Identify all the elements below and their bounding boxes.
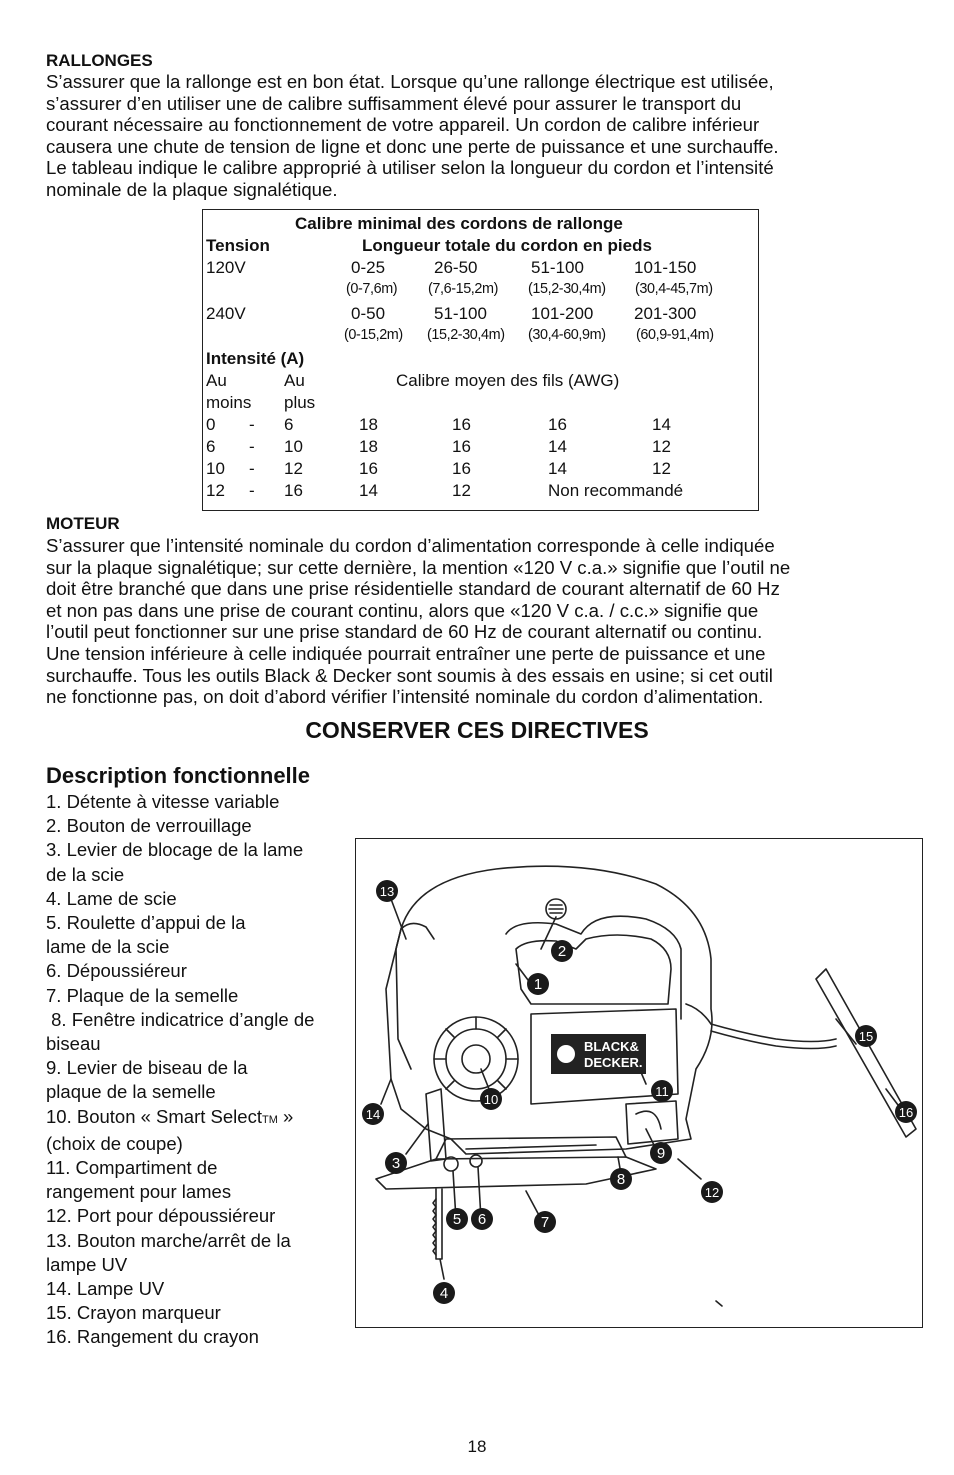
row-to: 12 (284, 459, 303, 478)
leader-line (440, 1259, 444, 1279)
brand-text-1: BLACK& (584, 1039, 639, 1054)
intensite-label: Intensité (A) (206, 349, 305, 368)
dial-center (462, 1045, 490, 1073)
callout-label: 1 (533, 976, 543, 993)
cord-guard (686, 1004, 711, 1024)
range-cell: 201-300 (634, 304, 697, 323)
list-item: 6. Dépoussiéreur (46, 960, 187, 982)
moteur-line: Une tension inférieure à celle indiquée pourrait entraîner une perte de puissance et une (46, 642, 766, 664)
gauge-cell: 12 (452, 481, 471, 500)
calibre-label: Calibre moyen des fils (AWG) (396, 371, 620, 390)
row-dash: - (249, 437, 255, 456)
list-item: 5. Roulette d’appui de la (46, 912, 246, 934)
gauge-cell: 16 (548, 415, 567, 434)
moins-label: moins (206, 393, 252, 412)
row-from: 10 (206, 459, 225, 478)
list-item: biseau (46, 1033, 101, 1055)
shoe-upper (436, 1137, 626, 1159)
description-title: Description fonctionnelle (46, 763, 311, 788)
moteur-line: l’outil peut fonctionner sur une prise standard de 60 Hz de courant alternatif ou continu. (46, 621, 763, 643)
callout-label: 12 (704, 1185, 720, 1200)
gauge-cell: 16 (452, 459, 471, 478)
au-label: Au (284, 371, 305, 390)
metric-cell: (60,9-91,4m) (636, 327, 714, 343)
gauge-cell: 14 (548, 437, 567, 456)
rallonges-line: s’assurer d’en utiliser une de calibre suffisamment élevé pour assurer le transport du (46, 92, 742, 114)
plus-label: plus (284, 393, 316, 412)
list-item: 12. Port pour dépoussiéreur (46, 1205, 276, 1227)
metric-cell: (0-7,6m) (346, 281, 398, 297)
gauge-cell: 14 (652, 415, 671, 434)
list-item: lame de la scie (46, 936, 170, 958)
callout-label: 8 (616, 1171, 626, 1188)
list-item-suffix: » (277, 1105, 294, 1127)
rallonges-line: causera une chute de tension de ligne et donc une perte de puissance et une surchauffe. (46, 135, 779, 157)
row-dash: - (249, 459, 255, 478)
list-item: 4. Lame de scie (46, 887, 177, 909)
dial-inner (446, 1029, 506, 1089)
dust-blower (470, 1155, 482, 1167)
list-item: de la scie (46, 863, 125, 885)
moteur-line: S’assurer que l’intensité nominale du cordon d’alimentation corresponde à celle indiquée (46, 535, 775, 556)
range-cell: 0-50 (351, 304, 386, 323)
au-label: Au (206, 371, 227, 390)
table-title: Calibre minimal des cordons de rallonge (295, 214, 623, 233)
gauge-cell: 14 (548, 459, 567, 478)
page-number: 18 (467, 1437, 487, 1456)
longueur-label: Longueur totale du cordon en pieds (362, 236, 652, 255)
row-from: 0 (206, 415, 216, 434)
callout-label: 2 (557, 943, 567, 960)
callout-label: 15 (858, 1029, 874, 1044)
rallonges-line: Le tableau indique le calibre approprié à utiliser selon la longueur du cordon et l’intensité (46, 157, 774, 179)
rallonges-heading: RALLONGES (46, 51, 153, 70)
tension-label: Tension (206, 236, 270, 255)
list-item: 14. Lampe UV (46, 1278, 165, 1300)
moteur-line: sur la plaque signalétique; sur cette dernière, la mention «120 V c.a.» signifie que l’outil ne (46, 556, 791, 578)
gauge-cell: 18 (359, 415, 378, 434)
callout-label: 14 (365, 1107, 381, 1122)
list-item: 16. Rangement du crayon (46, 1326, 259, 1348)
callout-label: 9 (656, 1145, 666, 1162)
gauge-cell: 16 (452, 437, 471, 456)
brand-text-2: DECKER. (584, 1055, 643, 1070)
range-cell: 51-100 (531, 258, 584, 277)
metric-cell: (30,4-60,9m) (528, 327, 606, 343)
callout-label: 4 (439, 1285, 449, 1302)
row-to: 10 (284, 437, 303, 456)
list-item: plaque de la semelle (46, 1081, 216, 1103)
gauge-cell: 12 (652, 437, 671, 456)
moteur-line: doit être branché que dans une prise résidentielle standard de courant alternatif de 60 Hz (46, 578, 780, 600)
rallonges-line: courant nécessaire au fonctionnement de votre appareil. Un cordon de calibre inférieur (46, 114, 760, 136)
saw-blade (436, 1189, 442, 1259)
list-item: 7. Plaque de la semelle (46, 984, 239, 1006)
range-cell: 51-100 (434, 304, 487, 323)
list-item: 9. Levier de biseau de la (46, 1057, 248, 1079)
list-item: 3. Levier de blocage de la lame (46, 839, 304, 861)
blade-clamp (426, 1089, 446, 1161)
row-to: 6 (284, 415, 294, 434)
leader-line (381, 1079, 391, 1104)
vent-lines (549, 905, 563, 913)
bevel-lever (636, 1111, 661, 1129)
parts-list (46, 790, 314, 1350)
range-cell: 0-25 (351, 258, 386, 277)
rallonges-line: S’assurer que la rallonge est en bon état. Lorsque qu’une rallonge électrique est utilisée, (46, 71, 774, 92)
power-cord (711, 1024, 836, 1042)
leader-line (391, 899, 406, 939)
extension-cord-table (202, 209, 759, 511)
list-item-text: 10. Bouton « Smart Select (46, 1105, 262, 1127)
gauge-cell: 16 (452, 415, 471, 434)
list-item (46, 1105, 314, 1132)
metric-cell: (7,6-15,2m) (428, 281, 498, 297)
callout-label: 7 (540, 1214, 550, 1231)
moteur-line: surchauffe. Tous les outils Black & Decker sont soumis à des essais en usine; si cet outil (46, 664, 773, 686)
list-item: 2. Bouton de verrouillage (46, 815, 252, 837)
list-item: 15. Crayon marqueur (46, 1302, 221, 1324)
scale-line (466, 1145, 596, 1149)
voltage-120: 120V (206, 258, 246, 277)
row-dash: - (249, 481, 255, 500)
rallonges-paragraph (46, 71, 779, 201)
list-item: 11. Compartiment de (46, 1157, 218, 1179)
list-item: rangement pour lames (46, 1181, 232, 1203)
moteur-line: et non pas dans une prise de courant continu, alors que «120 V c.a. / c.c.» signifie que (46, 599, 759, 621)
moteur-heading: MOTEUR (46, 514, 120, 533)
gauge-cell: 18 (359, 437, 378, 456)
range-cell: 101-200 (531, 304, 594, 323)
gauge-cell: Non recommandé (548, 481, 684, 500)
callout-label: 3 (391, 1155, 401, 1172)
gauge-cell: 12 (652, 459, 671, 478)
metric-cell: (30,4-45,7m) (635, 281, 713, 297)
jigsaw-figure (355, 838, 923, 1328)
brand-logo (557, 1045, 575, 1063)
voltage-240: 240V (206, 304, 246, 323)
gauge-cell: 14 (359, 481, 378, 500)
list-item: 8. Fenêtre indicatrice d’angle de (46, 1008, 315, 1030)
gauge-cell: 16 (359, 459, 378, 478)
leader-line (836, 1019, 856, 1044)
blade-storage (626, 1101, 678, 1144)
list-item: 13. Bouton marche/arrêt de la (46, 1229, 291, 1251)
moteur-line: ne fonctionne pas, on doit d’abord vérifier l’intensité nominale du cordon d’alimentation. (46, 686, 764, 708)
save-directives-title: CONSERVER CES DIRECTIVES (305, 717, 649, 743)
callout-label: 16 (898, 1105, 914, 1120)
list-item: (choix de coupe) (46, 1132, 183, 1154)
row-from: 6 (206, 437, 216, 456)
row-to: 16 (284, 481, 303, 500)
row-from: 12 (206, 481, 225, 500)
callout-label: 6 (477, 1211, 487, 1228)
leader-line (678, 1159, 701, 1179)
list-item: 1. Détente à vitesse variable (46, 791, 280, 812)
nose-outline (396, 929, 411, 1069)
callout-label: 5 (452, 1211, 462, 1228)
metric-cell: (15,2-30,4m) (427, 327, 505, 343)
moteur-paragraph (46, 535, 790, 708)
rallonges-line: nominale de la plaque signalétique. (46, 178, 338, 200)
power-cord-edge (711, 1031, 836, 1049)
metric-cell: (0-15,2m) (344, 327, 403, 343)
range-cell: 26-50 (434, 258, 478, 277)
list-item: lampe UV (46, 1253, 128, 1275)
callout-label: 13 (379, 884, 395, 899)
callout-label: 10 (483, 1092, 499, 1107)
leader-line (406, 1124, 428, 1154)
metric-cell: (15,2-30,4m) (528, 281, 606, 297)
jigsaw-illustration (356, 839, 921, 1326)
leader-line (716, 1301, 722, 1306)
trademark-mark: TM (261, 1113, 278, 1126)
row-dash: - (249, 415, 255, 434)
callout-label: 11 (655, 1084, 669, 1099)
range-cell: 101-150 (634, 258, 697, 277)
